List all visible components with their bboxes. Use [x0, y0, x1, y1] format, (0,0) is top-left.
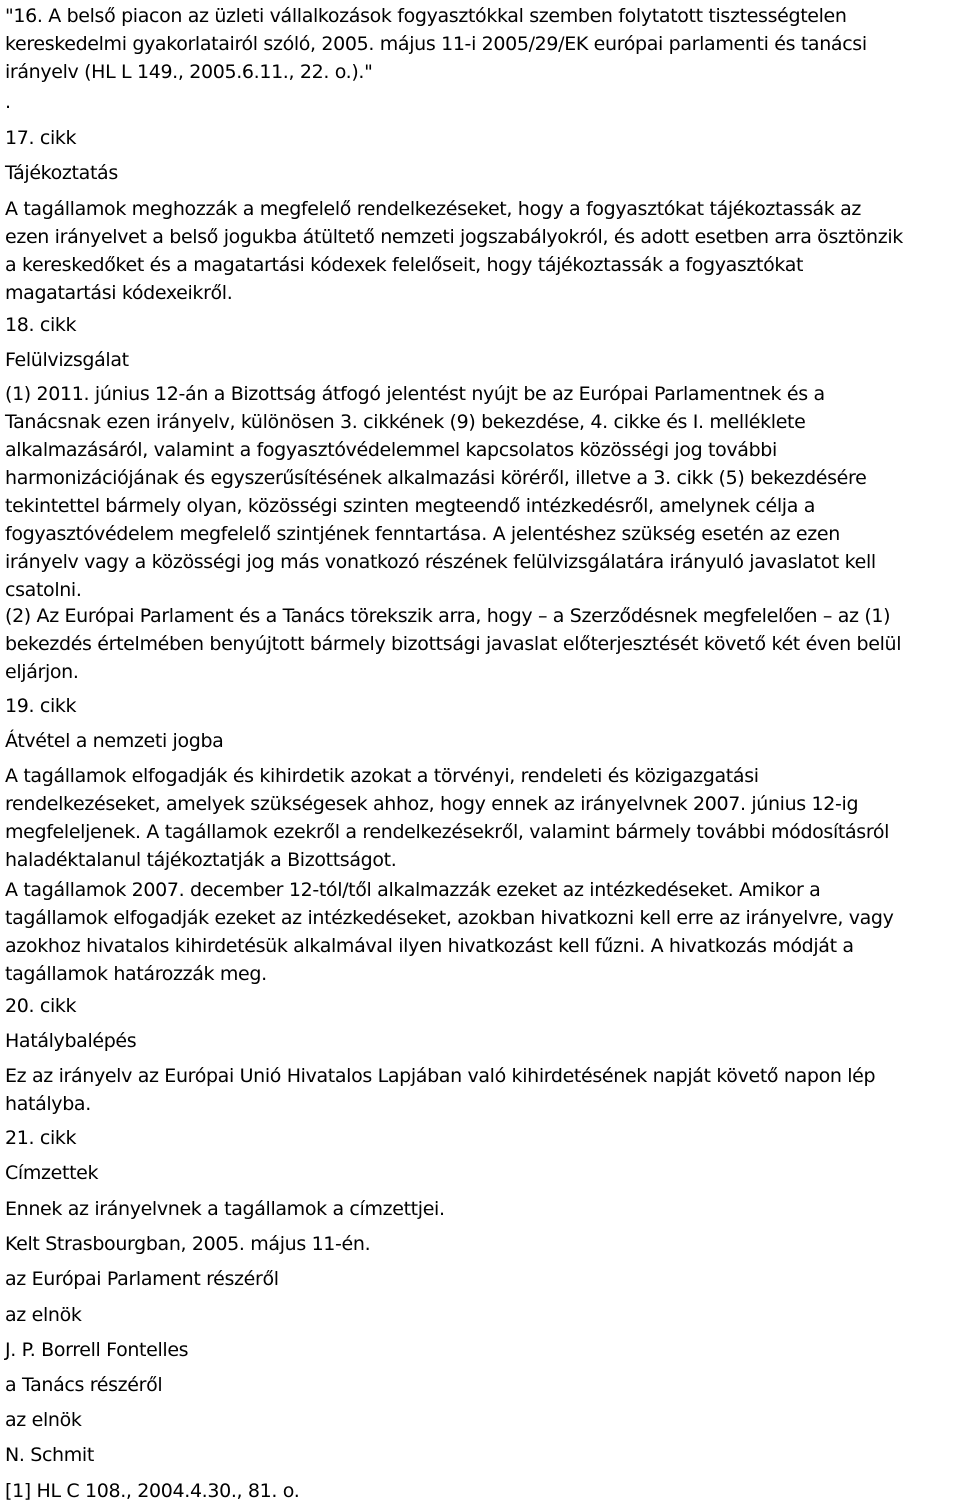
text-line: A tagállamok 2007. december 12-tól/től alkalmazzák ezeket az intézkedéseket. Amikor a: [5, 879, 821, 901]
text-line: "16. A belső piacon az üzleti vállalkozások fogyasztókkal szemben folytatott tisztességtelen: [5, 5, 847, 27]
article-18-title: Felülvizsgálat: [5, 349, 129, 371]
text-line: ezen irányelvet a belső jogukba átültető nemzeti jogszabályokról, és adott esetben arra ösztönzik: [5, 226, 903, 248]
text-line: irányelv (HL L 149., 2005.6.11., 22. o.).": [5, 61, 373, 83]
article-19-paragraph-2: [5, 876, 894, 988]
council-signatory-name: N. Schmit: [5, 1444, 94, 1466]
article-21-number: 21. cikk: [5, 1127, 77, 1149]
text-line: A tagállamok meghozzák a megfelelő rendelkezéseket, hogy a fogyasztókat tájékoztassák az: [5, 198, 862, 220]
text-line: tagállamok határozzák meg.: [5, 963, 267, 985]
article-21-title: Címzettek: [5, 1162, 99, 1184]
article-17-number: 17. cikk: [5, 127, 77, 149]
text-line: Tanácsnak ezen irányelv, különösen 3. cikkének (9) bekezdése, 4. cikke és I. melléklete: [5, 411, 806, 433]
article-18-number: 18. cikk: [5, 314, 77, 336]
text-line: harmonizációjának és egyszerűsítésének alkalmazási köréről, illetve a 3. cikk (5) bekezdésére: [5, 467, 867, 489]
place-and-date: Kelt Strasbourgban, 2005. május 11-én.: [5, 1233, 371, 1255]
article-17-title: Tájékoztatás: [5, 162, 118, 184]
footnote: [1] HL C 108., 2004.4.30., 81. o.: [5, 1480, 300, 1502]
article-18-paragraph-1: [5, 380, 876, 604]
text-line: tekintettel bármely olyan, közösségi szinten megteendő intézkedésről, amelynek célja a: [5, 495, 815, 517]
text-line: kereskedelmi gyakorlatairól szóló, 2005. május 11-i 2005/29/EK európai parlamenti és tanácsi: [5, 33, 867, 55]
intro-paragraph: [5, 2, 867, 86]
article-21-body: Ennek az irányelvnek a tagállamok a címzettjei.: [5, 1198, 445, 1220]
text-line: tagállamok elfogadják ezeket az intézkedéseket, azokban hivatkozni kell erre az irányelvre, vagy: [5, 907, 894, 929]
text-line: megfeleljenek. A tagállamok ezekről a rendelkezésekről, valamint bármely további módosításról: [5, 821, 890, 843]
article-19-paragraph-1: [5, 762, 889, 874]
text-line: (2) Az Európai Parlament és a Tanács törekszik arra, hogy – a Szerződésnek megfelelően – az (1): [5, 605, 891, 627]
text-line: fogyasztóvédelem megfelelő szintjének fenntartása. A jelentéshez szükség esetén az ezen: [5, 523, 840, 545]
text-line: irányelv vagy a közösségi jog más vonatkozó részének felülvizsgálatára irányuló javaslatot kell: [5, 551, 876, 573]
text-line: csatolni.: [5, 579, 82, 601]
article-19-title: Átvétel a nemzeti jogba: [5, 730, 224, 752]
ep-signatory-name: J. P. Borrell Fontelles: [5, 1339, 189, 1361]
text-line: rendelkezéseket, amelyek szükségesek ahhoz, hogy ennek az irányelvnek 2007. június 12-ig: [5, 793, 859, 815]
text-line: magatartási kódexeikről.: [5, 282, 233, 304]
text-line: Ez az irányelv az Európai Unió Hivatalos Lapjában való kihirdetésének napját követő napon lép: [5, 1065, 876, 1087]
text-line: hatályba.: [5, 1093, 91, 1115]
council-signatory-role: az elnök: [5, 1409, 82, 1431]
text-line: a kereskedőket és a magatartási kódexek felelőseit, hogy tájékoztassák a fogyasztókat: [5, 254, 804, 276]
text-line: eljárjon.: [5, 661, 79, 683]
text-line: A tagállamok elfogadják és kihirdetik azokat a törvényi, rendeleti és közigazgatási: [5, 765, 759, 787]
text-line: haladéktalanul tájékoztatják a Bizottságot.: [5, 849, 397, 871]
text-line: azokhoz hivatalos kihirdetésük alkalmával ilyen hivatkozást kell fűzni. A hivatkozás módját a: [5, 935, 854, 957]
article-20-title: Hatálybalépés: [5, 1030, 137, 1052]
article-19-number: 19. cikk: [5, 695, 77, 717]
separator-dot: .: [5, 91, 11, 113]
ep-signatory-label: az Európai Parlament részéről: [5, 1268, 279, 1290]
article-20-number: 20. cikk: [5, 995, 77, 1017]
ep-signatory-role: az elnök: [5, 1304, 82, 1326]
text-line: bekezdés értelmében benyújtott bármely bizottsági javaslat előterjesztését követő két éven belül: [5, 633, 902, 655]
article-20-body: [5, 1062, 875, 1118]
council-signatory-label: a Tanács részéről: [5, 1374, 163, 1396]
article-18-paragraph-2: [5, 602, 901, 686]
text-line: (1) 2011. június 12-án a Bizottság átfogó jelentést nyújt be az Európai Parlamentnek és a: [5, 383, 825, 405]
article-17-body: [5, 195, 903, 307]
text-line: alkalmazásáról, valamint a fogyasztóvédelemmel kapcsolatos közösségi jog további: [5, 439, 777, 461]
